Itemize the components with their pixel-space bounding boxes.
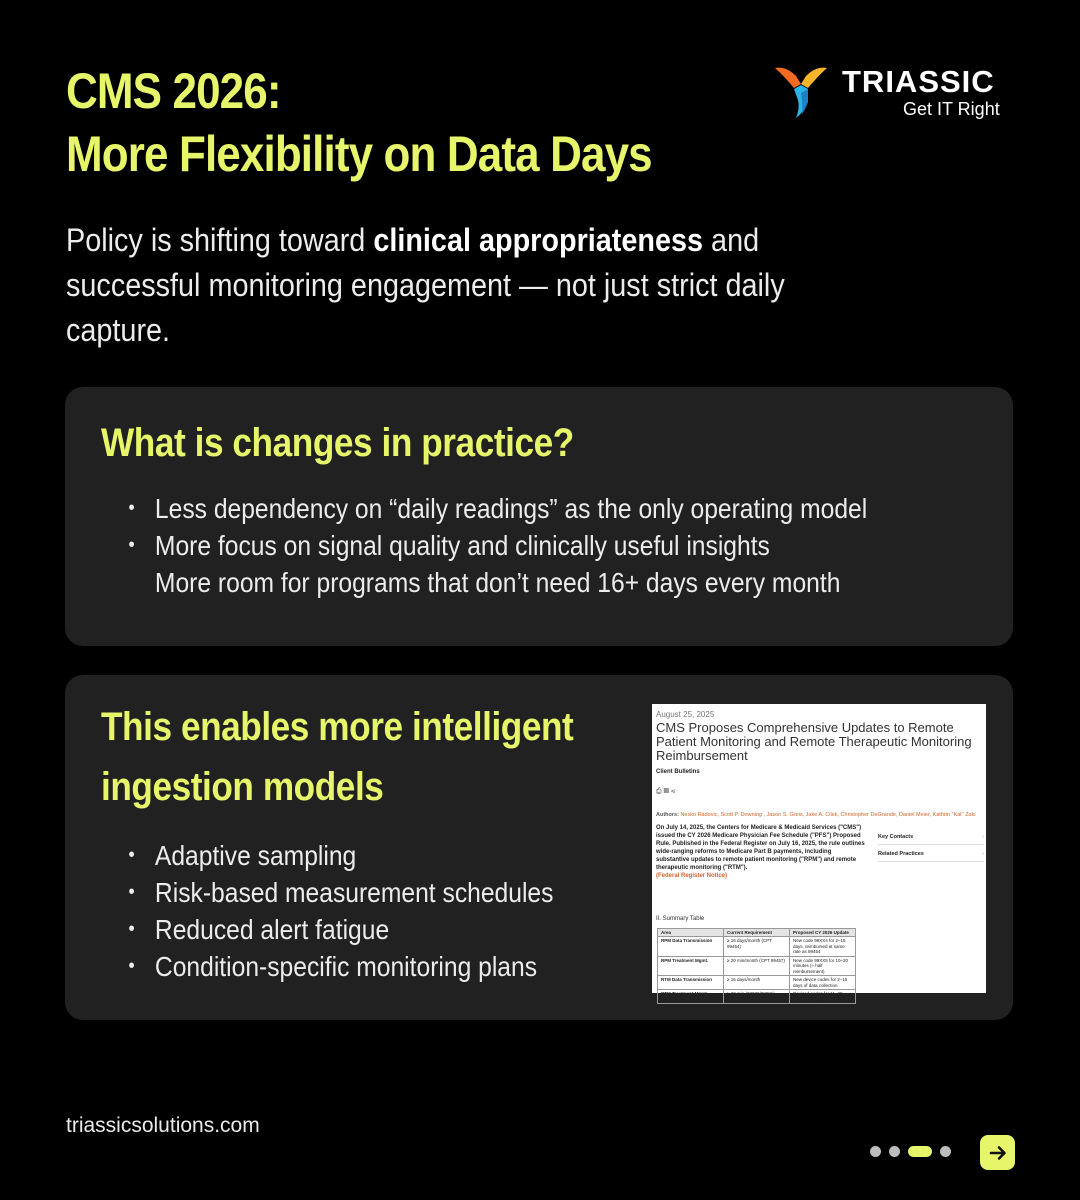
intro-text-start: Policy is shifting toward: [66, 222, 374, 258]
article-date: August 25, 2025: [656, 710, 715, 719]
card-heading: [101, 697, 638, 817]
card-heading-bold-1: intelligent: [411, 705, 574, 749]
table-row: [658, 976, 856, 990]
table-cell: Revised codes for 11–20 minutes with reduced billable: [790, 990, 856, 1004]
bullet-dot-icon: •: [128, 918, 135, 940]
intro-emphasis: clinical appropriateness: [373, 222, 704, 258]
bullet-item: [125, 564, 867, 601]
sidebar-link-label: Related Practices: [878, 851, 924, 857]
page-dot[interactable]: [870, 1146, 881, 1157]
arrow-right-icon: [988, 1143, 1008, 1163]
table-cell: ≥ 16 days/month: [724, 976, 790, 990]
intro-paragraph: [66, 218, 876, 353]
bullet-dot-icon: •: [128, 497, 135, 519]
card-heading: [101, 413, 735, 473]
column-header: Proposed CY 2026 Update: [790, 929, 856, 937]
bullet-list: [125, 837, 553, 985]
table-cell: New code 99XX4 for 2–15 days, reimbursed at same rate as 99454: [790, 937, 856, 957]
page-title: [66, 60, 700, 186]
article-title: CMS Proposes Comprehensive Updates to Remote Patient Monitoring and Remote Therapeutic Monitoring Reimbursement: [656, 720, 972, 763]
next-button[interactable]: [980, 1135, 1015, 1170]
bullet-text: Risk-based measurement schedules: [154, 877, 554, 908]
article-actions: [656, 788, 677, 796]
brand-logo: [772, 62, 1022, 122]
table-cell: ≥ 20 min (98980/98981): [724, 990, 790, 1004]
table-row: [658, 937, 856, 957]
bullet-dot-icon: •: [128, 534, 135, 556]
summary-table: [657, 928, 856, 1004]
bullet-text: Reduced alert fatigue: [154, 914, 390, 945]
ingestion-models-card: [65, 675, 1013, 1020]
table-row: [658, 990, 856, 1004]
page-dot[interactable]: [889, 1146, 900, 1157]
bullet-text: Condition-specific monitoring plans: [154, 951, 538, 982]
bullet-item: [125, 948, 553, 985]
bullet-text: More focus on signal quality and clinically useful insights: [154, 530, 770, 561]
website-url[interactable]: triassicsolutions.com: [66, 1114, 260, 1137]
page-dot-active[interactable]: [908, 1146, 932, 1157]
article-body-text: On July 14, 2025, the Centers for Medicare & Medicaid Services ("CMS") issued the CY 2026 Medicare Physician Fee Schedule ("PFS") Proposed Rule. Published in the Federal Register on July 16, 2025, the rule outlines wide-ranging reforms to Medicare Part B payments, including substantive updates to remote patient monitoring ("RPM") and remote therapeutic monitoring ("RTM").: [656, 825, 865, 871]
bullet-dot-icon: •: [128, 844, 135, 866]
table-cell: RTM Data Transmission: [658, 976, 724, 990]
article-body: [656, 824, 866, 880]
sidebar-link[interactable]: [878, 832, 984, 845]
table-cell: New device codes for 2–15 days of data collection: [790, 976, 856, 990]
sidebar-link-label: Key Contacts: [878, 834, 914, 840]
bullet-item: [125, 874, 553, 911]
table-header-row: [658, 929, 856, 937]
brand-name: TRIASSIC: [842, 64, 995, 99]
bullet-text: Less dependency on “daily readings” as the only operating model: [154, 493, 868, 524]
share-icon[interactable]: ⋖: [670, 788, 677, 795]
title-line-2: More Flexibility on Data Days: [66, 126, 652, 182]
column-header: Area: [658, 929, 724, 937]
bullet-dot-icon: •: [128, 881, 135, 903]
table-row: [658, 956, 856, 976]
bullet-dot-icon: •: [128, 955, 135, 977]
chevron-right-icon: ›: [982, 851, 984, 857]
sidebar-link[interactable]: [878, 849, 984, 862]
article-category: Client Bulletins: [656, 769, 700, 775]
authors-label: Authors:: [656, 812, 681, 818]
authors-list[interactable]: Nesko Radovic, Scott P. Downing , Jason S. Greis, Jake A. Cilek, Christopher DeGrande, Daniel Meier, Kathrin "Kat" Zaki: [680, 812, 976, 818]
table-cell: New code 99XX5 for 10–20 minutes (≈ half reimbursement): [790, 956, 856, 976]
chevron-right-icon: ›: [982, 834, 984, 840]
card-heading-plain: This enables more: [101, 705, 412, 749]
table-cell: ≥ 16 days/month (CPT 99454): [724, 937, 790, 957]
table-cell: ≥ 20 min/month (CPT 99457): [724, 956, 790, 976]
article-screenshot: [652, 704, 986, 1002]
card-heading-plain: What is: [101, 421, 233, 465]
bullet-item: [125, 911, 553, 948]
bullet-text: Adaptive sampling: [154, 840, 357, 871]
table-cell: RPM Treatment Mgmt.: [658, 956, 724, 976]
title-line-1: CMS 2026:: [66, 63, 281, 119]
bullet-item: [125, 527, 867, 564]
brand-tagline: Get IT Right: [903, 99, 1000, 119]
summary-table-label: II. Summary Table: [656, 916, 705, 922]
print-icon[interactable]: ⎙: [656, 788, 664, 795]
bullet-list: [125, 490, 867, 601]
bullet-item: [125, 490, 867, 527]
federal-register-link[interactable]: (Federal Register Notice): [656, 873, 728, 879]
column-header: Current Requirement: [724, 929, 790, 937]
intro-text-end: and successful monitoring engagement — not just strict daily capture.: [66, 222, 785, 348]
bullet-text: More room for programs that don’t need 16+ days every month: [154, 567, 841, 598]
table-cell: RTM Treatment Mgmt.: [658, 990, 724, 1004]
card-heading-bold-2: ingestion models: [101, 765, 384, 809]
changes-in-practice-card: [65, 387, 1013, 646]
card-heading-bold: changes in practice?: [232, 421, 574, 465]
table-cell: RPM Data Transmission: [658, 937, 724, 957]
article-authors: [656, 812, 986, 818]
pdf-icon[interactable]: ▤: [663, 788, 671, 795]
bullet-item: [125, 837, 553, 874]
article-sidebar: [878, 832, 984, 862]
triassic-logo-icon: [772, 62, 830, 120]
page-dot[interactable]: [940, 1146, 951, 1157]
